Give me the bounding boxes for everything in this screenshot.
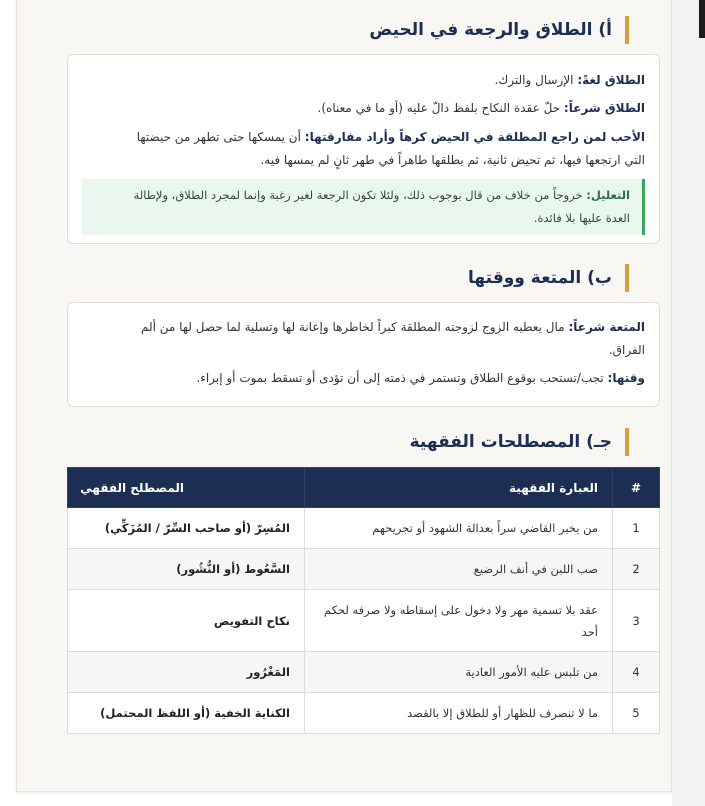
note-text: خروجاً من خلاف من قال بوجوب ذلك، ولئلا تكون الرجعة لغير رغبة وإنما لمجرد الطلاق، ولإطالة xyxy=(133,188,587,202)
definition-line xyxy=(82,315,645,340)
definition-line xyxy=(82,96,645,121)
definition-line xyxy=(82,366,645,391)
section-b-title: ب) المتعة ووقتها xyxy=(468,264,629,292)
row-term: المُسِرّ (أو صاحب السِّرّ / المُزَكِّي) xyxy=(68,508,305,549)
row-number: 3 xyxy=(613,590,660,652)
header-phrase: العبارة الفقهية xyxy=(305,468,613,508)
row-phrase: من يخبر القاضي سراً بعدالة الشهود أو تجريحهم xyxy=(305,508,613,549)
definition-text: الفراق. xyxy=(608,343,645,357)
definition-label: الطلاق لغةً: xyxy=(577,73,645,87)
row-phrase: عقد بلا تسمية مهر ولا دخول على إسقاطه ولا صرفه لحكم أحد xyxy=(305,590,613,652)
definition-text: أن يمسكها حتى تطهر من حيضتها xyxy=(136,130,305,144)
definition-line xyxy=(82,148,645,173)
reason-note xyxy=(82,179,645,235)
definition-text: الإرسال والترك. xyxy=(494,73,578,87)
header-number: # xyxy=(613,468,660,508)
definition-line xyxy=(82,125,645,150)
section-a-title: أ) الطلاق والرجعة في الحيض xyxy=(369,16,629,44)
definition-line xyxy=(82,338,645,363)
document-page xyxy=(16,0,672,792)
row-term: نكاح التفويض xyxy=(68,590,305,652)
definition-line xyxy=(82,68,645,93)
table-row xyxy=(68,652,660,693)
window-edge xyxy=(672,0,705,806)
definition-label: المتعة شرعاً: xyxy=(568,320,645,334)
row-number: 4 xyxy=(613,652,660,693)
section-a-card xyxy=(67,54,660,244)
row-number: 1 xyxy=(613,508,660,549)
definition-label: الطلاق شرعاً: xyxy=(563,101,645,115)
definition-text: حلّ عقدة النكاح بلفظ دالّ عليه (أو ما في معناه). xyxy=(317,101,564,115)
row-term: السَّعُوط (أو النُّشُور) xyxy=(68,549,305,590)
section-c-title: جـ) المصطلحات الفقهية xyxy=(410,428,629,456)
definition-text: تجب/تستحب بوقوع الطلاق وتستمر في ذمته إلى أن تؤدى أو تسقط بموت أو إبراء. xyxy=(196,371,608,385)
table-row xyxy=(68,693,660,734)
row-number: 2 xyxy=(613,549,660,590)
definition-label: الأحب لمن راجع المطلقة في الحيض كرهاً وأراد مفارقتها: xyxy=(304,130,645,144)
row-term: المَغْرُور xyxy=(68,652,305,693)
note-label: التعليل: xyxy=(586,188,630,202)
table-row xyxy=(68,508,660,549)
section-b-card xyxy=(67,302,660,407)
definition-text: التي ارتجعها فيها، ثم تحيض ثانية، ثم يطلقها طاهراً في طهر ثانٍ لم يمسها فيه. xyxy=(260,153,645,167)
definition-label: وقتها: xyxy=(607,371,645,385)
table-header-row xyxy=(68,468,660,508)
header-term: المصطلح الفقهي xyxy=(68,468,305,508)
note-text: العدة عليها بلا فائدة. xyxy=(533,211,630,225)
row-number: 5 xyxy=(613,693,660,734)
definition-text: مال يعطيه الزوج لزوجته المطلقة كبراً لخاطرها وإعانة لها وتسلية لما حصل لها من ألم xyxy=(140,320,569,334)
row-phrase: ما لا تنصرف للظهار أو للطلاق إلا بالقصد xyxy=(305,693,613,734)
edge-marker xyxy=(699,0,705,38)
table-row xyxy=(68,549,660,590)
table-row xyxy=(68,590,660,652)
row-phrase: صب اللبن في أنف الرضيع xyxy=(305,549,613,590)
row-phrase: من تلبس عليه الأمور العادية xyxy=(305,652,613,693)
row-term: الكناية الخفية (أو اللفظ المحتمل) xyxy=(68,693,305,734)
terms-table xyxy=(67,467,660,734)
